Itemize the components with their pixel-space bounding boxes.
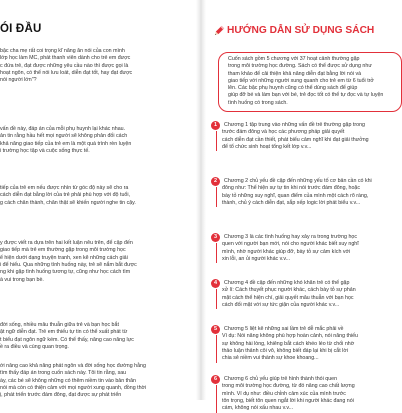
chapter-text-line: quen với người bạn mới, nói cho người khác biết suy nghĩ <box>222 241 359 248</box>
left-paragraph-line: g cách chân thành, chân thật sẽ khiến người nghe tin cậy. <box>0 199 136 206</box>
intro-text <box>228 56 400 107</box>
intro-line: lên. Các bậc phụ huynh cũng có thể dùng sách để giúp <box>228 85 358 92</box>
chapter-text-line: Chương 2 chủ yếu đề cập đến những yếu tố cơ bản cần có khi <box>224 178 372 184</box>
left-paragraph-line: bậc cha mẹ rất coi trọng kĩ năng ăn nói của con mình <box>0 48 125 54</box>
left-paragraph-line: t biểu đạt ngôn ngữ kém. Có thể thấy, nâng cao năng lực <box>0 336 134 343</box>
left-paragraph-line: ề ra điều và cùng quan trọng. <box>0 343 69 350</box>
left-paragraph-line: ể hiện dưới dạng truyện tranh, xen kẽ những cách giải <box>0 254 128 261</box>
intro-line: tham khảo để cải thiện khả năng diễn đạt bằng lời nói và <box>228 70 362 77</box>
book-gutter <box>196 0 206 400</box>
chapter-text-line: thảo luận thảnh côi vô, không biết đáp lại khi bị cắt lời <box>222 347 348 354</box>
chapter-number-badge: 5 <box>211 325 220 334</box>
chapter-number-badge: 4 <box>211 279 220 288</box>
left-paragraph-line: cách diễn đạt bằng lời của trẻ phải phù hợp với độ tuổi, <box>0 192 130 199</box>
chapter-text-line: bày tỏ những suy nghĩ, quan điểm của mình một cách rõ ràng, <box>222 192 369 199</box>
right-page <box>206 0 400 412</box>
chapter-text-line: sự không hài lòng, khiêng bắt cách khéo léo từ chối nhờ <box>222 340 355 347</box>
chapter-text-line: trước đám đông và học các phương pháp giải quyết <box>222 129 345 136</box>
left-paragraph-line: tìm thấy đáp án trong cuốn sách này. Tôi tin rằng, sau <box>0 370 127 377</box>
chapter-text-line: mình, nhờ người khác giúp đỡ, bày tỏ sự cảm kích với <box>222 248 351 255</box>
chapter-text-line: trong môi trường học đường, từ đó nâng cao chất lượng <box>222 383 355 390</box>
chapter-text-line: xin lỗi, an ủi người khác v.v... <box>222 255 291 262</box>
chapter-text-line: Ví dụ: Nói năng không phù hợp hoàn cảnh, nói năng thiếu <box>222 333 359 340</box>
left-paragraph-line: khả năng giao tiếp của trẻ em là một quá trình rèn luyện <box>0 140 132 147</box>
left-paragraph-line: c đứa trẻ, đạt được những yêu cầu nào thì được gọi là <box>0 62 129 69</box>
chapter-text-line: để tổ chức sinh hoạt tổng kết lớp v.v... <box>222 143 312 150</box>
chapter-text-line: cách diễn đạt cần thiết, phát biểu cảm nghĩ khi đạt giải thưởng <box>222 136 369 143</box>
chapter-text-line: Chương 3 là các tình huống hay xảy ra trong trường học <box>224 234 357 240</box>
left-paragraph-line: nói mà còn có thiện cảm với mọi người xung quanh, đồng thời <box>0 384 147 391</box>
chapter-divider-line <box>216 243 217 263</box>
chapter-number-badge: 2 <box>211 177 220 186</box>
left-paragraph-line: ản tin rằng hầu hết mọi người sẽ không phản đối cách <box>0 133 128 140</box>
left-paragraph-line: giao tiếp mà trẻ em thường gặp trong môi trường học <box>0 247 126 254</box>
chapter-text-line: thành, chủ ý cách diễn đạt, sắp xếp logic lời phát biểu v.v... <box>222 199 361 206</box>
left-page <box>0 0 200 400</box>
pencil-icon <box>212 24 226 38</box>
left-paragraph-line: vấn đề này, đáp án của mỗi phụ huynh lại khác nhau. <box>0 126 126 132</box>
chapter-text-line: Chương 6 chủ yếu giúp trẻ hình thành thói quen <box>224 376 338 382</box>
left-paragraph-line: tiếp của trẻ em nếu được nhìn từ góc độ này sẽ cho ra <box>0 185 129 191</box>
chapter-text-line: mặt cách thể hiện chí, giải quyết mâu thuẫn với bạn học <box>222 294 354 301</box>
chapter-text-line: cách đối mặt với sự tức giận của người khác v.v... <box>222 301 340 308</box>
chapter-text-line: Chương 4 đề cập đến những khó khăn trẻ có thể gặp <box>224 280 350 286</box>
left-paragraph-line: à vui trong bạn bè. <box>0 276 44 283</box>
chapter-text-line: cám, không nói xấu nhau v.v... <box>222 405 294 412</box>
chapter-number-badge: 1 <box>211 121 220 130</box>
left-paragraph-line: đời sống, nhiều mâu thuẫn giữa trẻ và bạn học bắt <box>0 322 119 328</box>
intro-line: tình huống có trong sách. <box>228 99 288 106</box>
chapter-divider-line <box>216 289 217 309</box>
intro-line: giao tiếp với những người xung quanh cho trẻ em từ 6 tuổi trở <box>228 77 374 84</box>
right-page-heading: HƯỚNG DẪN SỬ DỤNG SÁCH <box>227 25 375 36</box>
chapter-divider-line <box>216 335 217 363</box>
left-paragraph-line: ặt ngữ diễn đạt. Trẻ em thiếu tự tin có thể xuất phát từ <box>0 329 128 336</box>
chapter-divider-line <box>216 187 217 207</box>
chapter-text-line: xử lí: Cách thuyết phục người khác, cách bày tỏ sự phản <box>222 287 356 294</box>
left-paragraph-line: ng khi gặp tình huống tương tự, cũng như học cách tìm <box>0 269 131 276</box>
left-paragraph-line: ới nâng cao khả năng phát ngôn và đời sống học đường hằng <box>0 363 146 369</box>
chapter-divider-line <box>216 131 217 151</box>
intro-line: trong môi trường học đường. Sách có thể được sử dụng như <box>228 63 372 70</box>
chapter-text-line: Chương 5 liệt kê những sai lầm trẻ dễ mắc phải về <box>224 326 344 332</box>
left-page-heading: ÓI ĐẦU <box>0 23 42 35</box>
chapter-text-line: tôn trọng, biết tôn quen ngắt lời khi người khác đang nói <box>222 397 354 404</box>
chapter-divider-line <box>216 385 217 413</box>
chapter-number-badge: 3 <box>211 233 220 242</box>
chapter-number-badge: 6 <box>211 375 220 384</box>
intro-line: giúp đỡ bé và làm bạn với bé, trẻ đọc tốt có thể tự đọc và tự luyện <box>228 92 384 99</box>
left-paragraph-line: y được viết ra dựa trên hai kết luận nêu trên, để cập đến <box>0 240 133 246</box>
left-paragraph-line: i để hiểu. Qua những tình huống này, trẻ sẽ nắm bắt được <box>0 261 137 268</box>
chapter-text-line: Chương 1 tập trung vào những vấn đề trẻ thường gặp trong <box>224 122 365 128</box>
left-paragraph-line: nói người lớn"? <box>0 77 37 84</box>
chapter-text-line: mình. Ví dụ như: điều chỉnh cảm xúc của mình trước <box>222 390 346 397</box>
chapter-text-line: chia sẻ niềm vui thành sự khoe khoang... <box>222 355 319 362</box>
left-paragraph-line: lớp học làm MC, phát thanh viên dành cho trẻ em được <box>0 55 131 62</box>
left-paragraph-line: hoạt ngôn, có thể nói lưu loát, diễn đạt tốt, hay đạt được <box>0 69 133 76</box>
left-paragraph-line: i trường học tập và cuộc sống thực tế. <box>0 147 90 154</box>
chapter-text-line: đông như: Thể hiện sự tự tin khi nói trước đám đông, hoặc <box>222 185 360 192</box>
left-paragraph-line: ị, phát triển trước đám đông, đạt được sự phát triển <box>0 392 122 399</box>
intro-line: Cuốn sách gồm 5 chương với 37 hoạt cảnh thường gặp <box>228 56 360 62</box>
left-paragraph-line: ày, các bé sẽ không những có thêm niềm tin vào bản thân <box>0 377 136 384</box>
